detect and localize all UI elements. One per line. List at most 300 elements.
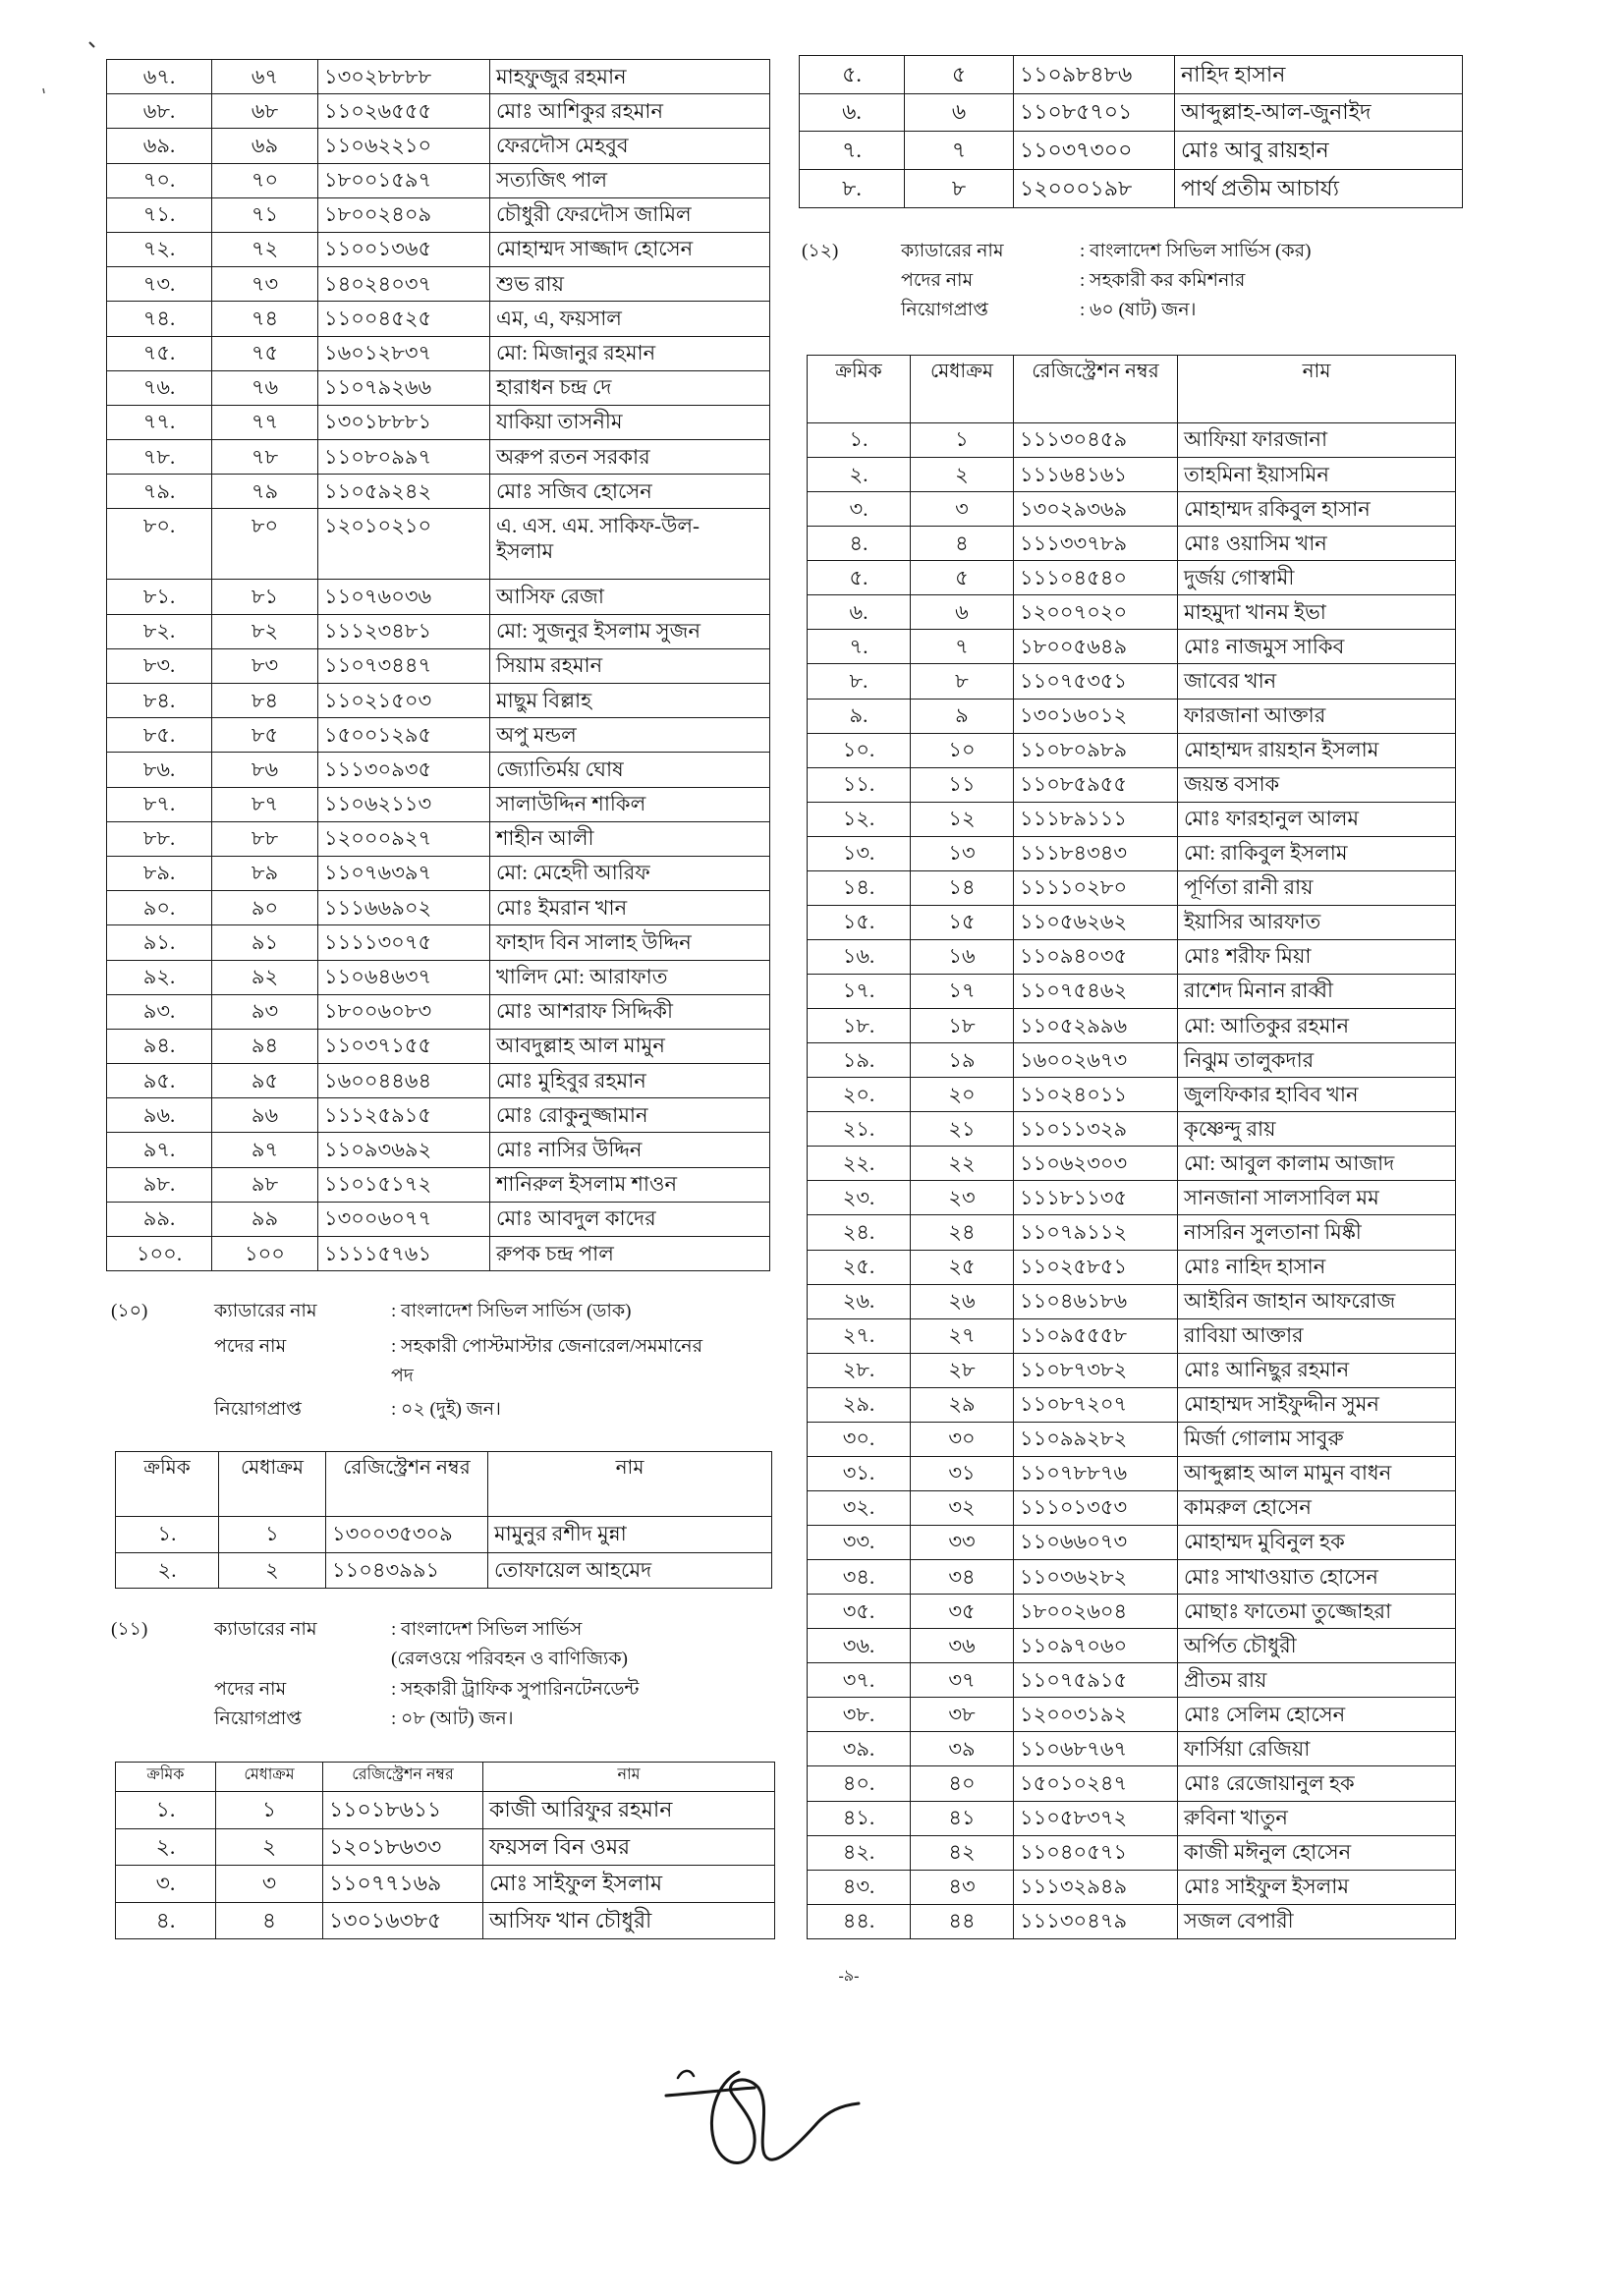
registration-number-cell: ১১০৩৭১৫৫ — [318, 1029, 490, 1063]
table-row — [808, 492, 1456, 527]
registration-number-cell: ১১০৯৯২৮২ — [1014, 1422, 1178, 1456]
table-row — [808, 1629, 1456, 1663]
merit-position-cell: ৭ — [911, 630, 1014, 664]
serial-cell: ৩৬. — [808, 1629, 911, 1663]
table-row — [808, 836, 1456, 870]
name-cell: মোঃ রোকুনুজ্জামান — [490, 1098, 770, 1133]
merit-position-cell: ৩৯ — [911, 1732, 1014, 1766]
name-cell: মোঃ আনিছুর রহমান — [1178, 1353, 1456, 1387]
registration-number-cell: ১১১১৫৭৬১ — [318, 1237, 490, 1271]
name-cell: নাসরিন সুলতানা মিষ্কী — [1178, 1215, 1456, 1250]
table-row — [116, 1517, 772, 1553]
name-cell: মোঃ নাহিদ হাসান — [1178, 1250, 1456, 1284]
merit-position-cell: ৩১ — [911, 1456, 1014, 1490]
name-cell: ফারজানা আক্তার — [1178, 699, 1456, 733]
table-row — [808, 1009, 1456, 1043]
table-row — [107, 232, 770, 266]
name-cell: মো: আতিকুর রহমান — [1178, 1009, 1456, 1043]
merit-position-cell: ৩ — [911, 492, 1014, 527]
serial-cell: ৯১. — [107, 925, 212, 960]
serial-cell: ৩. — [116, 1866, 216, 1903]
serial-cell: ৩. — [808, 492, 911, 527]
registration-number-cell: ১১০৯৩৬৯২ — [318, 1133, 490, 1167]
registration-number-cell: ১১০৭৬০৩৬ — [318, 580, 490, 614]
table-row — [107, 718, 770, 753]
header-registration-number: রেজিস্ট্রেশন নম্বর — [1014, 356, 1178, 423]
serial-cell: ২২. — [808, 1147, 911, 1181]
registration-number-cell: ১১০১৮৬১১ — [323, 1792, 483, 1829]
table-row — [116, 1902, 775, 1939]
name-cell: যাকিয়া তাসনীম — [490, 405, 770, 439]
serial-cell: ১০০. — [107, 1237, 212, 1271]
serial-cell: ৮৯. — [107, 856, 212, 890]
table-row — [808, 733, 1456, 767]
appointed-count-label: নিয়োগপ্রাপ্ত — [214, 1708, 302, 1729]
serial-cell: ৪০. — [808, 1766, 911, 1801]
table-row — [107, 891, 770, 925]
merit-position-cell: ২৩ — [911, 1181, 1014, 1215]
table-row — [800, 93, 1463, 132]
name-cell: মোহাম্মদ মুবিনুল হক — [1178, 1526, 1456, 1560]
merit-position-cell: ৩ — [216, 1866, 323, 1903]
name-cell: ইয়াসির আরফাত — [1178, 905, 1456, 939]
registration-number-cell: ১২০০০১৯৮ — [1014, 170, 1175, 208]
cadre-name-value: : বাংলাদেশ সিভিল সার্ভিস (রেলওয়ে পরিবহন ও বাণিজ্যিক) — [391, 1619, 628, 1669]
page-number: -৯- — [838, 1968, 860, 1985]
merit-position-cell: ১৯ — [911, 1043, 1014, 1078]
merit-position-cell: ৪ — [911, 527, 1014, 561]
serial-cell: ৮. — [808, 664, 911, 699]
merit-position-cell: ৩৮ — [911, 1698, 1014, 1732]
serial-cell: ৭৯. — [107, 475, 212, 509]
registration-number-cell: ১৩০১৬৩৮৫ — [323, 1902, 483, 1939]
name-cell: শানিরুল ইসলাম শাওন — [490, 1167, 770, 1202]
merit-position-cell: ১৩ — [911, 836, 1014, 870]
registration-number-cell: ১১০৮০৯৮৯ — [1014, 733, 1178, 767]
registration-number-cell: ১২০১৮৬৩৩ — [323, 1828, 483, 1866]
registration-number-cell: ১১১৮৪৩৪৩ — [1014, 836, 1178, 870]
name-cell: অপু মন্ডল — [490, 718, 770, 753]
registration-number-cell: ১১১৮৯১১১ — [1014, 802, 1178, 836]
table-row — [107, 370, 770, 405]
merit-position-cell: ২৮ — [911, 1353, 1014, 1387]
name-cell: সিয়াম রহমান — [490, 648, 770, 683]
registration-number-cell: ১১০৮০৯৯৭ — [318, 440, 490, 475]
name-cell: তাহমিনা ইয়াসমিন — [1178, 458, 1456, 492]
merit-position-cell: ১২ — [911, 802, 1014, 836]
serial-cell: ২৭. — [808, 1318, 911, 1353]
name-cell: সানজানা সালসাবিল মম — [1178, 1181, 1456, 1215]
serial-cell: ৮৫. — [107, 718, 212, 753]
name-cell: মোঃ সাখাওয়াত হোসেন — [1178, 1560, 1456, 1595]
serial-cell: ১. — [116, 1517, 219, 1553]
appointed-count-value: : ৬০ (ষাট) জন। — [1080, 300, 1197, 320]
registration-number-cell: ১১০৫৬২৬২ — [1014, 905, 1178, 939]
merit-position-cell: ৯৫ — [212, 1064, 318, 1098]
section-number: (১২) — [802, 241, 839, 261]
section-number: (১০) — [111, 1301, 148, 1321]
name-cell: আব্দুল্লাহ আল মামুন বাধন — [1178, 1456, 1456, 1490]
merit-position-cell: ৬৭ — [212, 60, 318, 94]
registration-number-cell: ১১০৬২১১৩ — [318, 787, 490, 821]
serial-cell: ৭১. — [107, 197, 212, 232]
table-row — [107, 1098, 770, 1133]
table-row — [808, 1595, 1456, 1629]
header-name: নাম — [1178, 356, 1456, 423]
merit-position-cell: ২০ — [911, 1078, 1014, 1112]
name-cell: এ. এস. এম. সাকিফ-উল- ইসলাম — [490, 509, 770, 580]
serial-cell: ১৯. — [808, 1043, 911, 1078]
post-name-label: পদের নাম — [214, 1679, 287, 1700]
serial-cell: ১৩. — [808, 836, 911, 870]
merit-position-cell: ৪ — [216, 1902, 323, 1939]
cadre-name-label: ক্যাডারের নাম — [901, 241, 1004, 261]
serial-cell: ২. — [116, 1552, 219, 1589]
serial-cell: ১০. — [808, 733, 911, 767]
serial-cell: ৭৫. — [107, 336, 212, 370]
serial-cell: ১৬. — [808, 939, 911, 974]
merit-position-cell: ৮১ — [212, 580, 318, 614]
serial-cell: ৭. — [808, 630, 911, 664]
serial-cell: ৬৯. — [107, 129, 212, 163]
name-cell: মোহাম্মদ রকিবুল হাসান — [1178, 492, 1456, 527]
table-row — [800, 56, 1463, 94]
merit-position-cell: ৮৩ — [212, 648, 318, 683]
merit-position-cell: ৪৩ — [911, 1870, 1014, 1904]
table-row — [808, 1181, 1456, 1215]
table-row — [808, 561, 1456, 595]
table-row — [808, 1284, 1456, 1318]
cadre-name-value: : বাংলাদেশ সিভিল সার্ভিস (ডাক) — [391, 1301, 632, 1321]
merit-position-cell: ১১ — [911, 767, 1014, 802]
table-row — [808, 1766, 1456, 1801]
table-row — [808, 1698, 1456, 1732]
table-row — [808, 1353, 1456, 1387]
merit-position-cell: ৯৪ — [212, 1029, 318, 1063]
table-row — [808, 595, 1456, 630]
registration-number-cell: ১১০৪৬১৮৬ — [1014, 1284, 1178, 1318]
registration-number-cell: ১১০৩৬২৮২ — [1014, 1560, 1178, 1595]
serial-cell: ৫. — [800, 56, 905, 94]
name-cell: মোঃ সাইফুল ইসলাম — [1178, 1870, 1456, 1904]
table-row — [107, 1029, 770, 1063]
table-row — [808, 1112, 1456, 1147]
name-cell: এম, এ, ফয়সাল — [490, 302, 770, 336]
serial-cell: ৩৯. — [808, 1732, 911, 1766]
table-row — [107, 753, 770, 787]
table-row — [808, 1215, 1456, 1250]
serial-cell: ১৫. — [808, 905, 911, 939]
name-cell: শাহীন আলী — [490, 821, 770, 856]
name-cell: জয়ন্ত বসাক — [1178, 767, 1456, 802]
name-cell: রাশেদ মিনান রাব্বী — [1178, 975, 1456, 1009]
registration-number-cell: ১১১৩০৪৭৯ — [1014, 1904, 1178, 1938]
table-row — [808, 1835, 1456, 1870]
merit-position-cell: ৭৪ — [212, 302, 318, 336]
registration-number-cell: ১১০৪৩৯৯১ — [326, 1552, 488, 1589]
header-serial: ক্রমিক — [808, 356, 911, 423]
registration-number-cell: ১১০৬৮৭৬৭ — [1014, 1732, 1178, 1766]
scan-mark — [86, 39, 100, 55]
name-cell: মাহফুজুর রহমান — [490, 60, 770, 94]
registration-number-cell: ১১০৭৮৮৭৬ — [1014, 1456, 1178, 1490]
name-cell: রাবিয়া আক্তার — [1178, 1318, 1456, 1353]
header-merit-position: মেধাক্রম — [911, 356, 1014, 423]
merit-position-cell: ২৭ — [911, 1318, 1014, 1353]
post-name-value: : সহকারী কর কমিশনার — [1080, 270, 1246, 291]
name-cell: মোঃ নাজমুস সাকিব — [1178, 630, 1456, 664]
name-cell: মোঃ আশিকুর রহমান — [490, 94, 770, 129]
appointed-count-label: নিয়োগপ্রাপ্ত — [214, 1399, 302, 1420]
serial-cell: ২৮. — [808, 1353, 911, 1387]
registration-number-cell: ১৩০১৬০১২ — [1014, 699, 1178, 733]
name-cell: দুর্জয় গোস্বামী — [1178, 561, 1456, 595]
merit-position-cell: ৬ — [905, 93, 1014, 132]
registration-number-cell: ১১১০১৩৫৩ — [1014, 1490, 1178, 1525]
registration-number-cell: ১২০০৩১৯২ — [1014, 1698, 1178, 1732]
merit-position-cell: ৬ — [911, 595, 1014, 630]
merit-position-cell: ৭৫ — [212, 336, 318, 370]
registration-number-cell: ১১০৯৮৪৮৬ — [1014, 56, 1175, 94]
table-row — [808, 767, 1456, 802]
registration-number-cell: ১৬০০২৬৭৩ — [1014, 1043, 1178, 1078]
cadre-name-label: ক্যাডারের নাম — [214, 1619, 317, 1640]
serial-cell: ৯৯. — [107, 1202, 212, 1236]
section-10-merit-table — [115, 1451, 772, 1589]
registration-number-cell: ১১০২৪০১১ — [1014, 1078, 1178, 1112]
registration-number-cell: ১১০০১৩৬৫ — [318, 232, 490, 266]
table-row — [107, 787, 770, 821]
table-row — [808, 1078, 1456, 1112]
name-cell: মো: আবুল কালাম আজাদ — [1178, 1147, 1456, 1181]
merit-position-cell: ৩০ — [911, 1422, 1014, 1456]
merit-position-cell: ৮৭ — [212, 787, 318, 821]
serial-cell: ৯৭. — [107, 1133, 212, 1167]
name-cell: নাহিদ হাসান — [1175, 56, 1463, 94]
table-row — [808, 1318, 1456, 1353]
serial-cell: ২. — [116, 1828, 216, 1866]
serial-cell: ৭৮. — [107, 440, 212, 475]
merit-position-cell: ৩৪ — [911, 1560, 1014, 1595]
merit-position-cell: ৭২ — [212, 232, 318, 266]
serial-cell: ৪. — [116, 1902, 216, 1939]
table-row — [800, 132, 1463, 170]
registration-number-cell: ১২০০০৯২৭ — [318, 821, 490, 856]
merit-position-cell: ১০ — [911, 733, 1014, 767]
registration-number-cell: ১৮০০২৪০৯ — [318, 197, 490, 232]
name-cell: আফিয়া ফারজানা — [1178, 423, 1456, 458]
table-row — [808, 1250, 1456, 1284]
merit-position-cell: ৭৮ — [212, 440, 318, 475]
merit-position-cell: ১৪ — [911, 870, 1014, 905]
table-row — [808, 1456, 1456, 1490]
header-registration-number: রেজিস্ট্রেশন নম্বর — [326, 1452, 488, 1517]
merit-position-cell: ১ — [219, 1517, 326, 1553]
merit-position-cell: ১৭ — [911, 975, 1014, 1009]
merit-position-cell: ১ — [216, 1792, 323, 1829]
registration-number-cell: ১১০২৫৮৫১ — [1014, 1250, 1178, 1284]
name-cell: মোঃ সাইফুল ইসলাম — [483, 1866, 775, 1903]
name-cell: অর্পিত চৌধুরী — [1178, 1629, 1456, 1663]
serial-cell: ১৪. — [808, 870, 911, 905]
name-cell: মো: মিজানুর রহমান — [490, 336, 770, 370]
registration-number-cell: ১১১০৪৫৪০ — [1014, 561, 1178, 595]
table-row — [116, 1552, 772, 1589]
registration-number-cell: ১৪০২৪০৩৭ — [318, 267, 490, 302]
table-row — [107, 925, 770, 960]
registration-number-cell: ১১০৩৭৩০০ — [1014, 132, 1175, 170]
serial-cell: ৩৩. — [808, 1526, 911, 1560]
merit-position-cell: ৯ — [911, 699, 1014, 733]
serial-cell: ৩২. — [808, 1490, 911, 1525]
header-registration-number: রেজিস্ট্রেশন নম্বর — [323, 1763, 483, 1792]
serial-cell: ৯৬. — [107, 1098, 212, 1133]
table-row — [107, 960, 770, 994]
name-cell: মাছুম বিল্লাহ — [490, 684, 770, 718]
serial-cell: ২৫. — [808, 1250, 911, 1284]
merit-position-cell: ৩২ — [911, 1490, 1014, 1525]
registration-number-cell: ১২০০৭০২০ — [1014, 595, 1178, 630]
serial-cell: ৯০. — [107, 891, 212, 925]
registration-number-cell: ১১০৭৬৩৯৭ — [318, 856, 490, 890]
serial-cell: ৩১. — [808, 1456, 911, 1490]
serial-cell: ৩৮. — [808, 1698, 911, 1732]
serial-cell: ৭৪. — [107, 302, 212, 336]
name-cell: মো: সুজনুর ইসলাম সুজন — [490, 614, 770, 648]
table-row — [107, 1064, 770, 1098]
merit-position-cell: ৯৭ — [212, 1133, 318, 1167]
serial-cell: ২৪. — [808, 1215, 911, 1250]
table-row — [808, 1422, 1456, 1456]
registration-number-cell: ১১০৬২৩০৩ — [1014, 1147, 1178, 1181]
merit-list-table-continued — [106, 59, 770, 1271]
registration-number-cell: ১৩০১৮৮৮১ — [318, 405, 490, 439]
serial-cell: ৩৪. — [808, 1560, 911, 1595]
registration-number-cell: ১১০৯৪০৩৫ — [1014, 939, 1178, 974]
name-cell: মোঃ সেলিম হোসেন — [1178, 1698, 1456, 1732]
registration-number-cell: ১১০৮৫৭০১ — [1014, 93, 1175, 132]
registration-number-cell: ১১০৭৯১১২ — [1014, 1215, 1178, 1250]
name-cell: মোঃ নাসির উদ্দিন — [490, 1133, 770, 1167]
merit-position-cell: ৮৬ — [212, 753, 318, 787]
merit-position-cell: ৭৩ — [212, 267, 318, 302]
registration-number-cell: ১১০২৬৫৫৫ — [318, 94, 490, 129]
merit-position-cell: ৭৯ — [212, 475, 318, 509]
name-cell: মোহাম্মদ সাজ্জাদ হোসেন — [490, 232, 770, 266]
name-cell: চৌধুরী ফেরদৌস জামিল — [490, 197, 770, 232]
name-cell: আইরিন জাহান আফরোজ — [1178, 1284, 1456, 1318]
name-cell: প্রীতম রায় — [1178, 1663, 1456, 1698]
table-row — [808, 1043, 1456, 1078]
table-row — [107, 336, 770, 370]
table-row — [107, 163, 770, 197]
registration-number-cell: ১১০৬৪৬৩৭ — [318, 960, 490, 994]
registration-number-cell: ১৮০০৬০৮৩ — [318, 994, 490, 1029]
name-cell: মির্জা গোলাম সাবুরু — [1178, 1422, 1456, 1456]
appointed-count-value: : ০৮ (আট) জন। — [391, 1708, 514, 1729]
serial-cell: ২৩. — [808, 1181, 911, 1215]
cadre-name-value: : বাংলাদেশ সিভিল সার্ভিস (কর) — [1080, 241, 1312, 261]
serial-cell: ৮৩. — [107, 648, 212, 683]
merit-position-cell: ৬৮ — [212, 94, 318, 129]
merit-position-cell: ৪২ — [911, 1835, 1014, 1870]
merit-position-cell: ৪০ — [911, 1766, 1014, 1801]
registration-number-cell: ১১০০৪৫২৫ — [318, 302, 490, 336]
registration-number-cell: ১১০৭৫৩৫১ — [1014, 664, 1178, 699]
merit-position-cell: ২ — [216, 1828, 323, 1866]
registration-number-cell: ১১১৮১১৩৫ — [1014, 1181, 1178, 1215]
registration-number-cell: ১৩০২৮৮৮৮ — [318, 60, 490, 94]
registration-number-cell: ১১১৩০৪৫৯ — [1014, 423, 1178, 458]
registration-number-cell: ১১০৯৫৫৫৮ — [1014, 1318, 1178, 1353]
registration-number-cell: ১১১৬৬৯০২ — [318, 891, 490, 925]
serial-cell: ৪৩. — [808, 1870, 911, 1904]
table-row — [808, 802, 1456, 836]
serial-cell: ৭. — [800, 132, 905, 170]
serial-cell: ৩৫. — [808, 1595, 911, 1629]
name-cell: মো: মেহেদী আরিফ — [490, 856, 770, 890]
header-serial: ক্রমিক — [116, 1452, 219, 1517]
merit-position-cell: ৯৮ — [212, 1167, 318, 1202]
table-row — [808, 630, 1456, 664]
serial-cell: ৫. — [808, 561, 911, 595]
name-cell: ফার্সিয়া রেজিয়া — [1178, 1732, 1456, 1766]
merit-position-cell: ৫ — [905, 56, 1014, 94]
name-cell: ফাহাদ বিন সালাহ উদ্দিন — [490, 925, 770, 960]
serial-cell: ৮৮. — [107, 821, 212, 856]
serial-cell: ২১. — [808, 1112, 911, 1147]
header-merit-position: মেধাক্রম — [219, 1452, 326, 1517]
merit-position-cell: ৭৬ — [212, 370, 318, 405]
table-row — [116, 1866, 775, 1903]
section-12-merit-table — [807, 355, 1456, 1939]
name-cell: ফয়সল বিন ওমর — [483, 1828, 775, 1866]
serial-cell: ৯৪. — [107, 1029, 212, 1063]
name-cell: পূর্ণিতা রানী রায় — [1178, 870, 1456, 905]
registration-number-cell: ১২০১০২১০ — [318, 509, 490, 580]
merit-position-cell: ৫ — [911, 561, 1014, 595]
signature — [648, 2048, 874, 2186]
merit-position-cell: ২ — [219, 1552, 326, 1589]
table-row — [107, 405, 770, 439]
merit-position-cell: ২ — [911, 458, 1014, 492]
merit-position-cell: ৮২ — [212, 614, 318, 648]
merit-position-cell: ২৪ — [911, 1215, 1014, 1250]
serial-cell: ১. — [116, 1792, 216, 1829]
name-cell: মোঃ সজিব হোসেন — [490, 475, 770, 509]
name-cell: মোঃ ওয়াসিম খান — [1178, 527, 1456, 561]
merit-position-cell: ২৬ — [911, 1284, 1014, 1318]
registration-number-cell: ১১০৬৬০৭৩ — [1014, 1526, 1178, 1560]
table-row — [808, 1801, 1456, 1835]
table-row — [808, 939, 1456, 974]
registration-number-cell: ১১০৯৭০৬০ — [1014, 1629, 1178, 1663]
header-merit-position: মেধাক্রম — [216, 1763, 323, 1792]
name-cell: কামরুল হোসেন — [1178, 1490, 1456, 1525]
name-cell: মোঃ শরীফ মিয়া — [1178, 939, 1456, 974]
name-cell: হারাধন চন্দ্র দে — [490, 370, 770, 405]
merit-position-cell: ৯৯ — [212, 1202, 318, 1236]
name-cell: আসিফ খান চৌধুরী — [483, 1902, 775, 1939]
table-row — [107, 614, 770, 648]
registration-number-cell: ১১০৭৯২৬৬ — [318, 370, 490, 405]
registration-number-cell: ১১০৭৩৪৪৭ — [318, 648, 490, 683]
section-number: (১১) — [111, 1619, 148, 1640]
registration-number-cell: ১৫০০১২৯৫ — [318, 718, 490, 753]
table-row — [107, 1237, 770, 1271]
table-row — [808, 527, 1456, 561]
table-row — [107, 1133, 770, 1167]
